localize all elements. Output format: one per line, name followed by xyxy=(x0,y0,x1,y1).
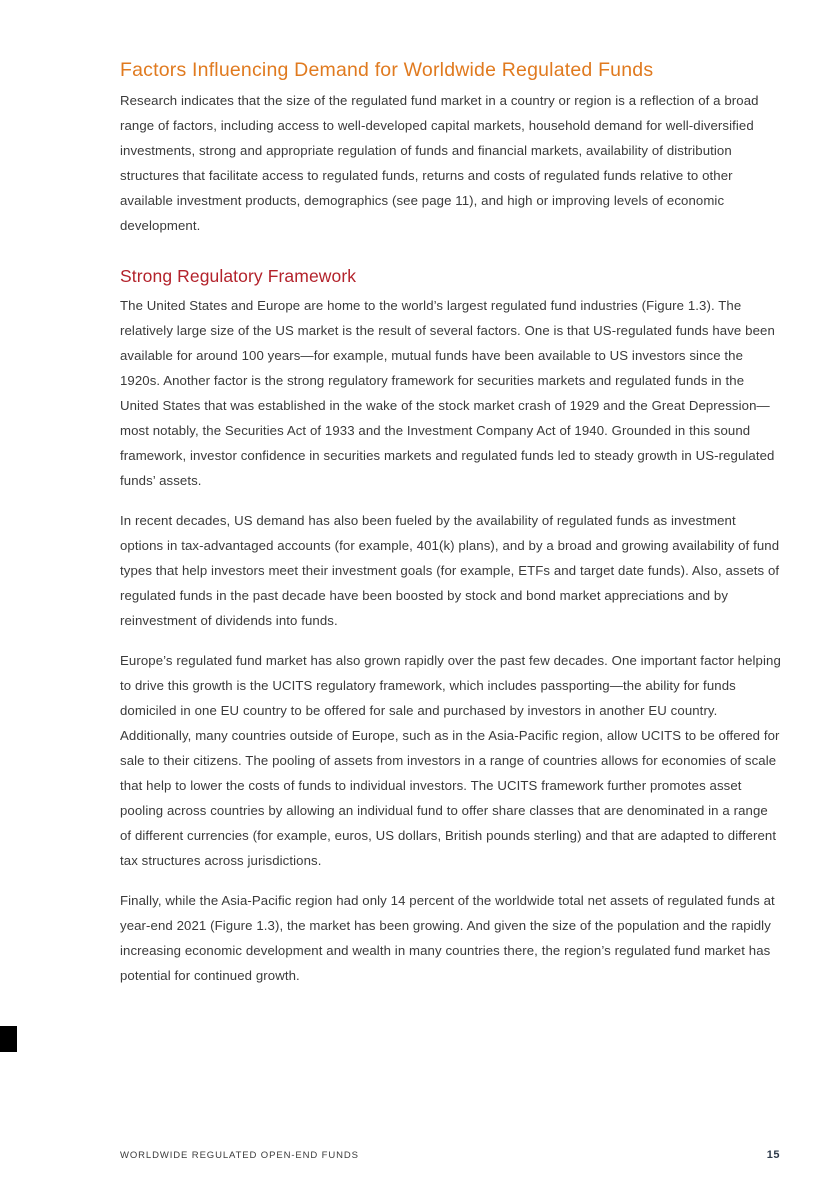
paragraph: Research indicates that the size of the regulated fund market in a country or region is a reflection of a broad range of factors, including access to well-developed capital markets, household demand for well-diversified investments, strong and appropriate regulation of funds and financial markets, availability of distribution structures that facilitate access to regulated funds, returns and costs of regulated funds relative to other available investment products, demographics (see page 11), and high or improving levels of economic development. xyxy=(120,93,759,233)
section-heading-demand-factors: Factors Influencing Demand for Worldwide Regulated Funds xyxy=(120,59,654,81)
page-content xyxy=(120,57,782,1003)
paragraph: Finally, while the Asia-Pacific region had only 14 percent of the worldwide total net assets of regulated funds at year-end 2021 (Figure 1.3), the market has been growing. And given the size of the population and the rapidly increasing economic development and wealth in many countries there, the region’s regulated fund market has potential for continued growth. xyxy=(120,893,775,983)
paragraph: Europe’s regulated fund market has also grown rapidly over the past few decades. One important factor helping to drive this growth is the UCITS regulatory framework, which includes passporting—the ability for funds domiciled in one EU country to be offered for sale and purchased by investors in another EU country. Additionally, many countries outside of Europe, such as in the Asia-Pacific region, allow UCITS to be offered for sale to their citizens. The pooling of assets from investors in a range of countries allows for economies of scale that help to lower the costs of funds to individual investors. The UCITS framework further promotes asset pooling across countries by allowing an individual fund to offer share classes that are denominated in a range of different currencies (for example, euros, US dollars, British pounds sterling) and that are adapted to different tax structures across jurisdictions. xyxy=(120,653,781,868)
paragraph: In recent decades, US demand has also been fueled by the availability of regulated funds as investment options in tax-advantaged accounts (for example, 401(k) plans), and by a broad and growing availability of fund types that help investors meet their investment goals (for example, ETFs and target date funds). Also, assets of regulated funds in the past decade have been boosted by stock and bond market appreciations and by reinvestment of dividends into funds. xyxy=(120,513,780,628)
page-number: 15 xyxy=(766,1149,780,1161)
page-footer xyxy=(120,1150,780,1164)
footer-publication-title: WORLDWIDE REGULATED OPEN-END FUNDS xyxy=(120,1150,359,1161)
page-edge-marker xyxy=(0,1026,17,1052)
paragraph: The United States and Europe are home to the world’s largest regulated fund industries (Figure 1.3). The relatively large size of the US market is the result of several factors. One is that US-regulated funds have been available for around 100 years—for example, mutual funds have been available to US investors since the 1920s. Another factor is the strong regulatory framework for securities markets and regulated funds in the United States that was established in the wake of the stock market crash of 1929 and the Great Depression—most notably, the Securities Act of 1933 and the Investment Company Act of 1940. Grounded in this sound framework, investor confidence in securities markets and regulated funds led to steady growth in US-regulated funds’ assets. xyxy=(120,298,775,488)
section-heading-regulatory-framework: Strong Regulatory Framework xyxy=(120,266,357,286)
